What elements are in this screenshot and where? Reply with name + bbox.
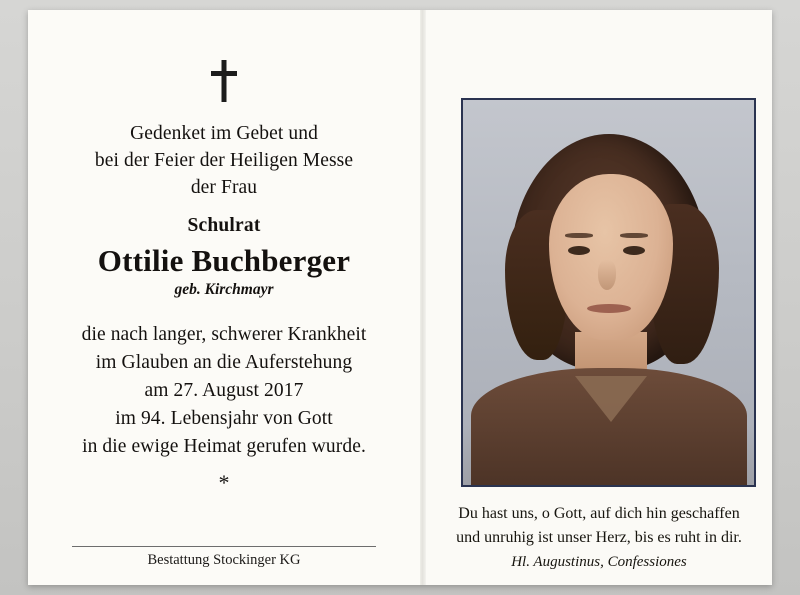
portrait-photo bbox=[463, 100, 754, 485]
portrait-nose bbox=[598, 260, 616, 290]
portrait-eye-right bbox=[623, 246, 645, 255]
memorial-text-block bbox=[46, 120, 402, 461]
deceased-name: Ottilie Buchberger bbox=[97, 243, 351, 278]
portrait-brow-right bbox=[620, 233, 648, 238]
intro-line-3: der Frau bbox=[190, 177, 258, 198]
body-line-2: im Glauben an die Auferstehung bbox=[95, 352, 353, 373]
portrait-photo-frame bbox=[461, 98, 756, 487]
quote-line-2: und unruhig ist unser Herz, bis es ruht in dir. bbox=[456, 529, 742, 546]
card-left-page bbox=[28, 10, 420, 585]
card-right-page bbox=[426, 10, 772, 585]
portrait-eye-left bbox=[568, 246, 590, 255]
maiden-name: geb. Kirchmayr bbox=[174, 281, 274, 298]
intro-line-1: Gedenket im Gebet und bbox=[130, 123, 318, 144]
portrait-face bbox=[549, 174, 673, 340]
funeral-home-credit: Bestattung Stockinger KG bbox=[147, 552, 301, 568]
body-line-1: die nach langer, schwerer Krankheit bbox=[81, 324, 367, 345]
body-line-5: in die ewige Heimat gerufen wurde. bbox=[82, 436, 366, 457]
portrait-mouth bbox=[587, 304, 631, 313]
latin-cross-icon bbox=[28, 58, 420, 109]
body-line-4: im 94. Lebensjahr von Gott bbox=[115, 408, 333, 429]
quote-line-1: Du hast uns, o Gott, auf dich hin geschaffen bbox=[458, 505, 740, 522]
footer-divider bbox=[72, 546, 376, 547]
quote-block bbox=[438, 502, 760, 571]
asterisk-ornament: * bbox=[218, 470, 230, 495]
honorific-rank: Schulrat bbox=[187, 215, 261, 236]
body-line-3: am 27. August 2017 bbox=[144, 380, 304, 401]
memorial-body bbox=[46, 321, 402, 461]
intro-line-2: bei der Feier der Heiligen Messe bbox=[94, 150, 354, 171]
memorial-card bbox=[28, 10, 772, 585]
quote-source: Hl. Augustinus, Confessiones bbox=[511, 554, 687, 570]
portrait-brow-left bbox=[565, 233, 593, 238]
